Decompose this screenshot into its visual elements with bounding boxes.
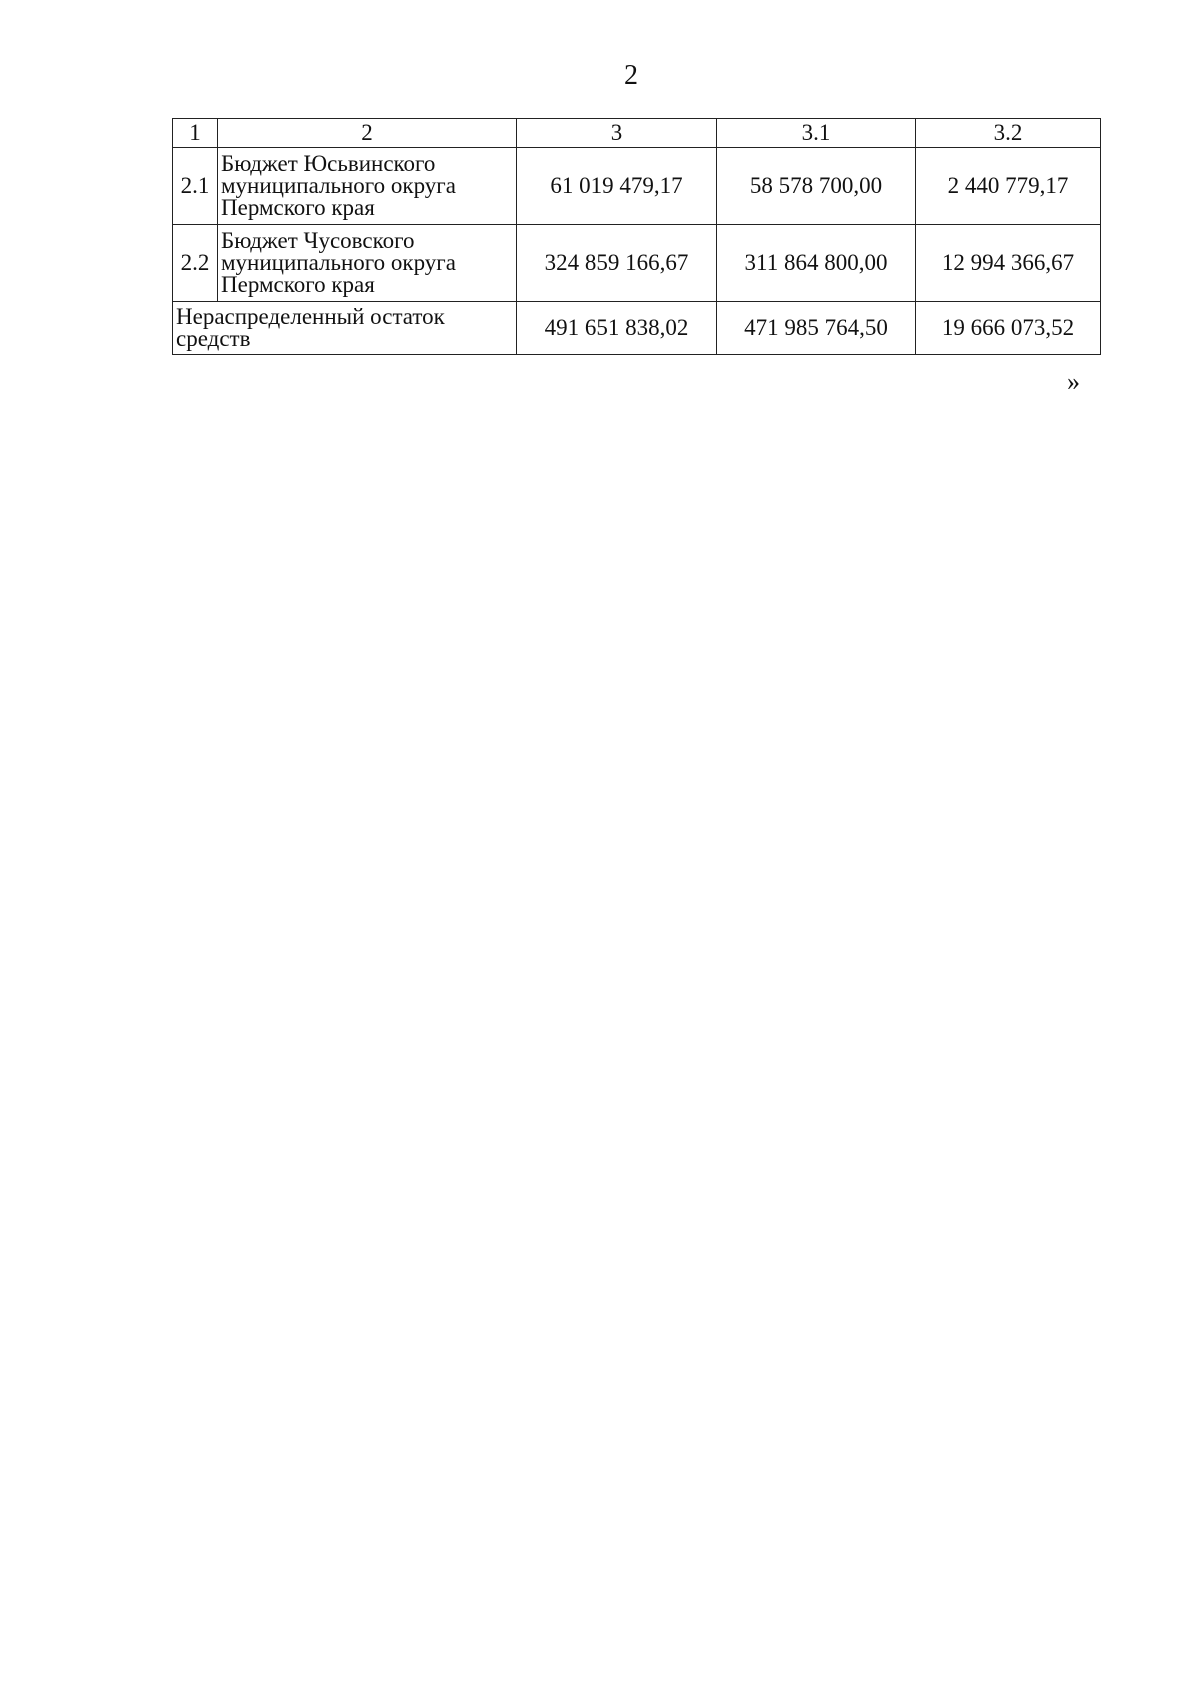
row-budget-name: Бюджет Чусовского муниципального округа Пермского края [218,225,517,302]
header-cell-col2: 2 [218,119,517,148]
header-cell-col3-2: 3.2 [916,119,1101,148]
row-budget-name: Бюджет Юсьвинского муниципального округа Пермского края [218,148,517,225]
summary-row [173,302,1101,355]
row-index: 2.1 [173,148,218,225]
header-cell-col3-1: 3.1 [717,119,916,148]
summary-label: Нераспределенный остаток средств [173,302,517,355]
table-header-row [173,119,1101,148]
summary-total-amount: 491 651 838,02 [517,302,717,355]
summary-part1-amount: 471 985 764,50 [717,302,916,355]
row-part1-amount: 58 578 700,00 [717,148,916,225]
closing-quote: » [1067,367,1080,396]
row-index: 2.2 [173,225,218,302]
row-part2-amount: 2 440 779,17 [916,148,1101,225]
page-number: 2 [624,60,638,91]
table-row [173,148,1101,225]
table-row [173,225,1101,302]
header-cell-col3: 3 [517,119,717,148]
row-total-amount: 324 859 166,67 [517,225,717,302]
row-total-amount: 61 019 479,17 [517,148,717,225]
summary-part2-amount: 19 666 073,52 [916,302,1101,355]
budget-table [172,118,1101,355]
row-part2-amount: 12 994 366,67 [916,225,1101,302]
header-cell-col1: 1 [173,119,218,148]
row-part1-amount: 311 864 800,00 [717,225,916,302]
